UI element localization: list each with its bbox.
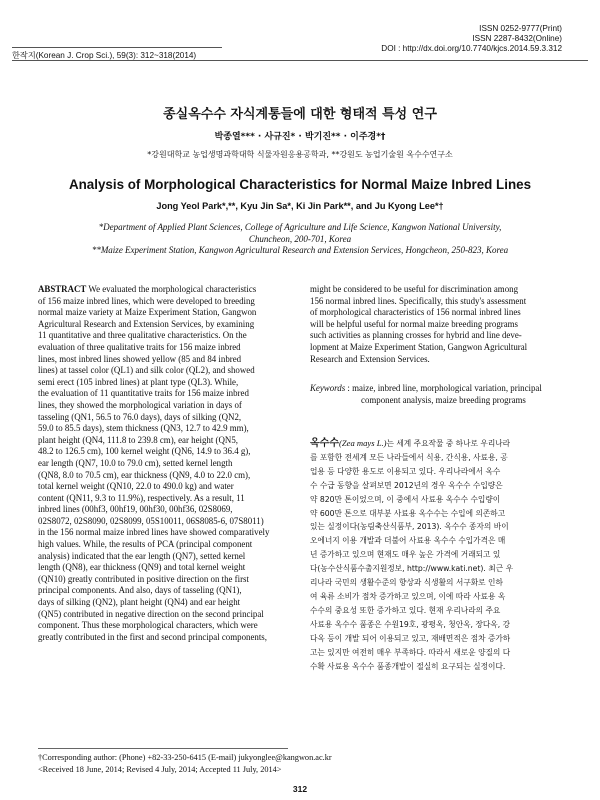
intro-line: 수수의 중요성 또한 증가하고 있다. 현재 우리나라의 주요 xyxy=(310,605,501,615)
intro-line: 를 포함한 전세계 모든 나라들에서 식용, 간식용, 사료용, 공 xyxy=(310,452,508,462)
intro-line: 수 수급 동향을 살펴보면 2012년의 경우 옥수수 수입량은 xyxy=(310,480,503,490)
intro-line: 여 육류 소비가 점차 증가하고 있으며, 이에 따라 사료용 옥 xyxy=(310,591,506,601)
abstract-line: (QN10) greatly contributed in positive direction on the first xyxy=(38,573,249,584)
intro-line: 리나라 국민의 생활수준의 향상과 식생활의 서구화로 인하 xyxy=(310,578,503,588)
abstract-line: total kernel weight (QN10, 22.0 to 490.0 kg) and water xyxy=(38,481,234,492)
abstract-line: Research and Extension Services. xyxy=(310,353,430,364)
abstract-line: (QN8, 8.0 to 70.5 cm), ear thickness (QN9, 4.0 to 22.0 cm), xyxy=(38,469,251,480)
abstract-line: ABSTRACT We evaluated the morphological characteristics xyxy=(38,284,257,294)
abstract-line: 48.2 to 126.5 cm), 100 kernel weight (QN6, 14.9 to 36.4 g), xyxy=(38,446,251,457)
abstract-line: such activities as planning crosses for hybrid and line deve- xyxy=(310,330,522,341)
intro-lead-word: 옥수수 xyxy=(310,438,339,449)
journal-reference: 한작지(Korean J. Crop Sci.), 59(3): 312~318(2014) xyxy=(12,51,197,60)
abstract-line: lopment at Maize Experiment Station, Gangwon Agricultural xyxy=(310,341,528,352)
header-rule xyxy=(12,60,588,61)
received-dates: <Received 18 June, 2014; Revised 4 July, 2014; Accepted 11 July, 2014> xyxy=(38,764,282,774)
intro-line: 옥수수(Zea mays L.)는 세계 주요작물 중 하나로 우리나라 xyxy=(310,438,511,449)
abstract-line: in the 156 normal maize inbred lines have showed comparatively xyxy=(38,527,270,538)
abstract-line: lines, they showed the morphological variation in days of xyxy=(38,399,242,410)
abstract-line: will be helpful useful for normal maize breeding programs xyxy=(310,318,519,329)
corresponding-author: †Corresponding author: (Phone) +82-33-250-6415 (E-mail) jukyonglee@kangwon.ac.kr xyxy=(38,753,332,762)
abstract-line: might be considered to be useful for discrimination among xyxy=(310,284,519,294)
affiliation-line: Chuncheon, 200-701, Korea xyxy=(248,233,352,244)
intro-line: 고는 있지만 여전히 매우 부족하다. 따라서 새로운 양질의 다 xyxy=(310,647,511,657)
intro-line: 다(농수산식품수출지원정보, http://www.kati.net). 최근 우 xyxy=(310,564,513,574)
abstract-line: analysis) indicated that the ear length (QN7), setted kernel xyxy=(38,550,246,561)
abstract-line: lines, most inbred lines showed yellow (85 and 84 inbred xyxy=(38,353,242,364)
intro-line: 약 820만 톤이었으며, 이 중에서 사료용 옥수수 수입량이 xyxy=(310,494,501,504)
abstract-line: (QN5) contributed in negative direction on the second principal xyxy=(38,608,264,619)
abstract-line: length (QN8), ear thickness (QN9) and total kernel weight xyxy=(38,562,246,573)
title-english: Analysis of Morphological Characteristics for Normal Maize Inbred Lines xyxy=(68,177,532,192)
intro-line: 수확 사료용 옥수수 품종개발이 절실히 요구되는 실정이다. xyxy=(310,661,506,671)
abstract-line: plant height (QN4, 111.8 to 239.8 cm), ear height (QN5, xyxy=(38,434,238,445)
abstract-line: 11 quantitative and three qualitative characteristics. On the xyxy=(38,330,247,341)
abstract-line: principal components. And also, days of tasseling (QN1), xyxy=(38,585,242,596)
abstract-line: Agricultural Research and Extension Services, by examining xyxy=(38,318,255,329)
abstract-line: the evaluation of 11 quantitative traits for 156 maize inbred xyxy=(38,388,249,399)
affiliation-line: **Maize Experiment Station, Kangwon Agricultural Research and Extension Services, Hongcheon, 250-823, Korea xyxy=(91,245,509,255)
issn-block xyxy=(381,24,562,54)
intro-line: 있는 실정이다(농림축산식품부, 2013). 옥수수 종자의 바이 xyxy=(310,522,509,532)
abstract-line: 02S8072, 02S8090, 02S8099, 05S10011, 06S8085-6, 07S8011) xyxy=(38,515,264,526)
abstract-left-column xyxy=(38,284,292,643)
footnote-rule xyxy=(38,748,288,749)
issn-print: ISSN 0252-9777(Print) xyxy=(479,24,562,33)
abstract-line: normal maize variety at Maize Experiment Station, Gangwon xyxy=(38,307,257,318)
abstract-right-column xyxy=(310,284,564,365)
intro-line: 사료용 옥수수 품종은 수원19호, 광평옥, 청안옥, 장다옥, 강 xyxy=(310,619,511,629)
authors-korean: 박종열*** · 사규진* · 박기진** · 이주경*† xyxy=(214,132,386,142)
abstract-line: ear length (QN7, 10.0 to 79.0 cm), setted kernel length xyxy=(38,457,233,468)
affiliation-korean: *강원대학교 농업생명과학대학 식물자원응용공학과, **강원도 농업기술원 옥수수연구소 xyxy=(147,150,453,159)
abstract-line: inbred lines (00hf3, 00hf19, 00hf30, 00hf36, 02S8069, xyxy=(38,504,233,515)
authors-english: Jong Yeol Park*,**, Kyu Jin Sa*, Ki Jin Park**, and Ju Kyong Lee*† xyxy=(156,201,444,211)
footnote xyxy=(38,752,332,775)
introduction-korean xyxy=(310,437,564,673)
intro-line: 업용 등 다양한 용도로 이용되고 있다. 우리나라에서 옥수 xyxy=(310,466,501,476)
affiliation-line: *Department of Applied Plant Sciences, College of Agriculture and Life Science, Kangwon National University, xyxy=(98,222,502,232)
abstract-line: semi erect (105 inbred lines) at plant type (QL3). While, xyxy=(38,376,239,387)
abstract-line: high values. While, the results of PCA (principal component xyxy=(38,539,253,550)
page-number: 312 xyxy=(292,784,308,794)
abstract-line: lines) at tassel color (QL1) and silk color (QL2), and showed xyxy=(38,365,255,376)
scientific-name: (Zea mays L.) xyxy=(338,438,387,448)
keywords-label: Keywords xyxy=(310,383,346,393)
abstract-line: tasseling (QN1, 56.5 to 76.0 days), days of silking (QN2, xyxy=(38,411,242,422)
keywords-block xyxy=(310,383,564,406)
abstract-label: ABSTRACT xyxy=(38,284,87,294)
affiliation-english xyxy=(30,222,570,257)
intro-line: 약 600만 톤으로 대부분 사료용 옥수수는 수입에 의존하고 xyxy=(310,508,506,518)
intro-line: 년 증가하고 있으며 현재도 매우 높은 가격에 거래되고 있 xyxy=(310,550,501,560)
abstract-line: content (QN11, 9.3 to 11.9%), respectively. As a result, 11 xyxy=(38,492,245,503)
abstract-line: evaluation of three qualitative traits for 156 maize inbred xyxy=(38,341,241,352)
keywords-line: : maize, inbred line, morphological variation, principal xyxy=(347,383,542,393)
abstract-line: 156 normal inbred lines. Specifically, this study's assessment xyxy=(310,295,527,306)
doi-link[interactable]: DOI : http://dx.doi.org/10.7740/kjcs.2014.59.3.312 xyxy=(381,44,562,53)
abstract-line: greatly contributed in the first and second principal components, xyxy=(38,631,267,642)
intro-line: 다옥 등이 개발 되어 이용되고 있고, 재배면적은 점차 증가하 xyxy=(310,633,511,643)
abstract-line: component. Thus these morphological characters, which were xyxy=(38,620,258,631)
abstract-line: of morphological characteristics of 156 normal inbred lines xyxy=(310,307,521,318)
keywords-line: component analysis, maize breeding programs xyxy=(361,394,526,405)
abstract-line: of 156 maize inbred lines, which were developed to breeding xyxy=(38,295,255,306)
intro-line: 오에너지 이용 개발과 더불어 사료용 옥수수 수입가격은 매 xyxy=(310,536,506,546)
abstract-line: days of silking (QN2), plant height (QN4) and ear height xyxy=(38,597,241,608)
title-korean: 종실옥수수 자식계통들에 대한 형태적 특성 연구 xyxy=(163,107,437,122)
issn-online: ISSN 2287-8432(Online) xyxy=(472,34,562,43)
abstract-line: 59.0 to 85.5 days), stem thickness (QN3, 12.7 to 42.9 mm), xyxy=(38,423,249,434)
header-rule-short xyxy=(12,47,222,48)
